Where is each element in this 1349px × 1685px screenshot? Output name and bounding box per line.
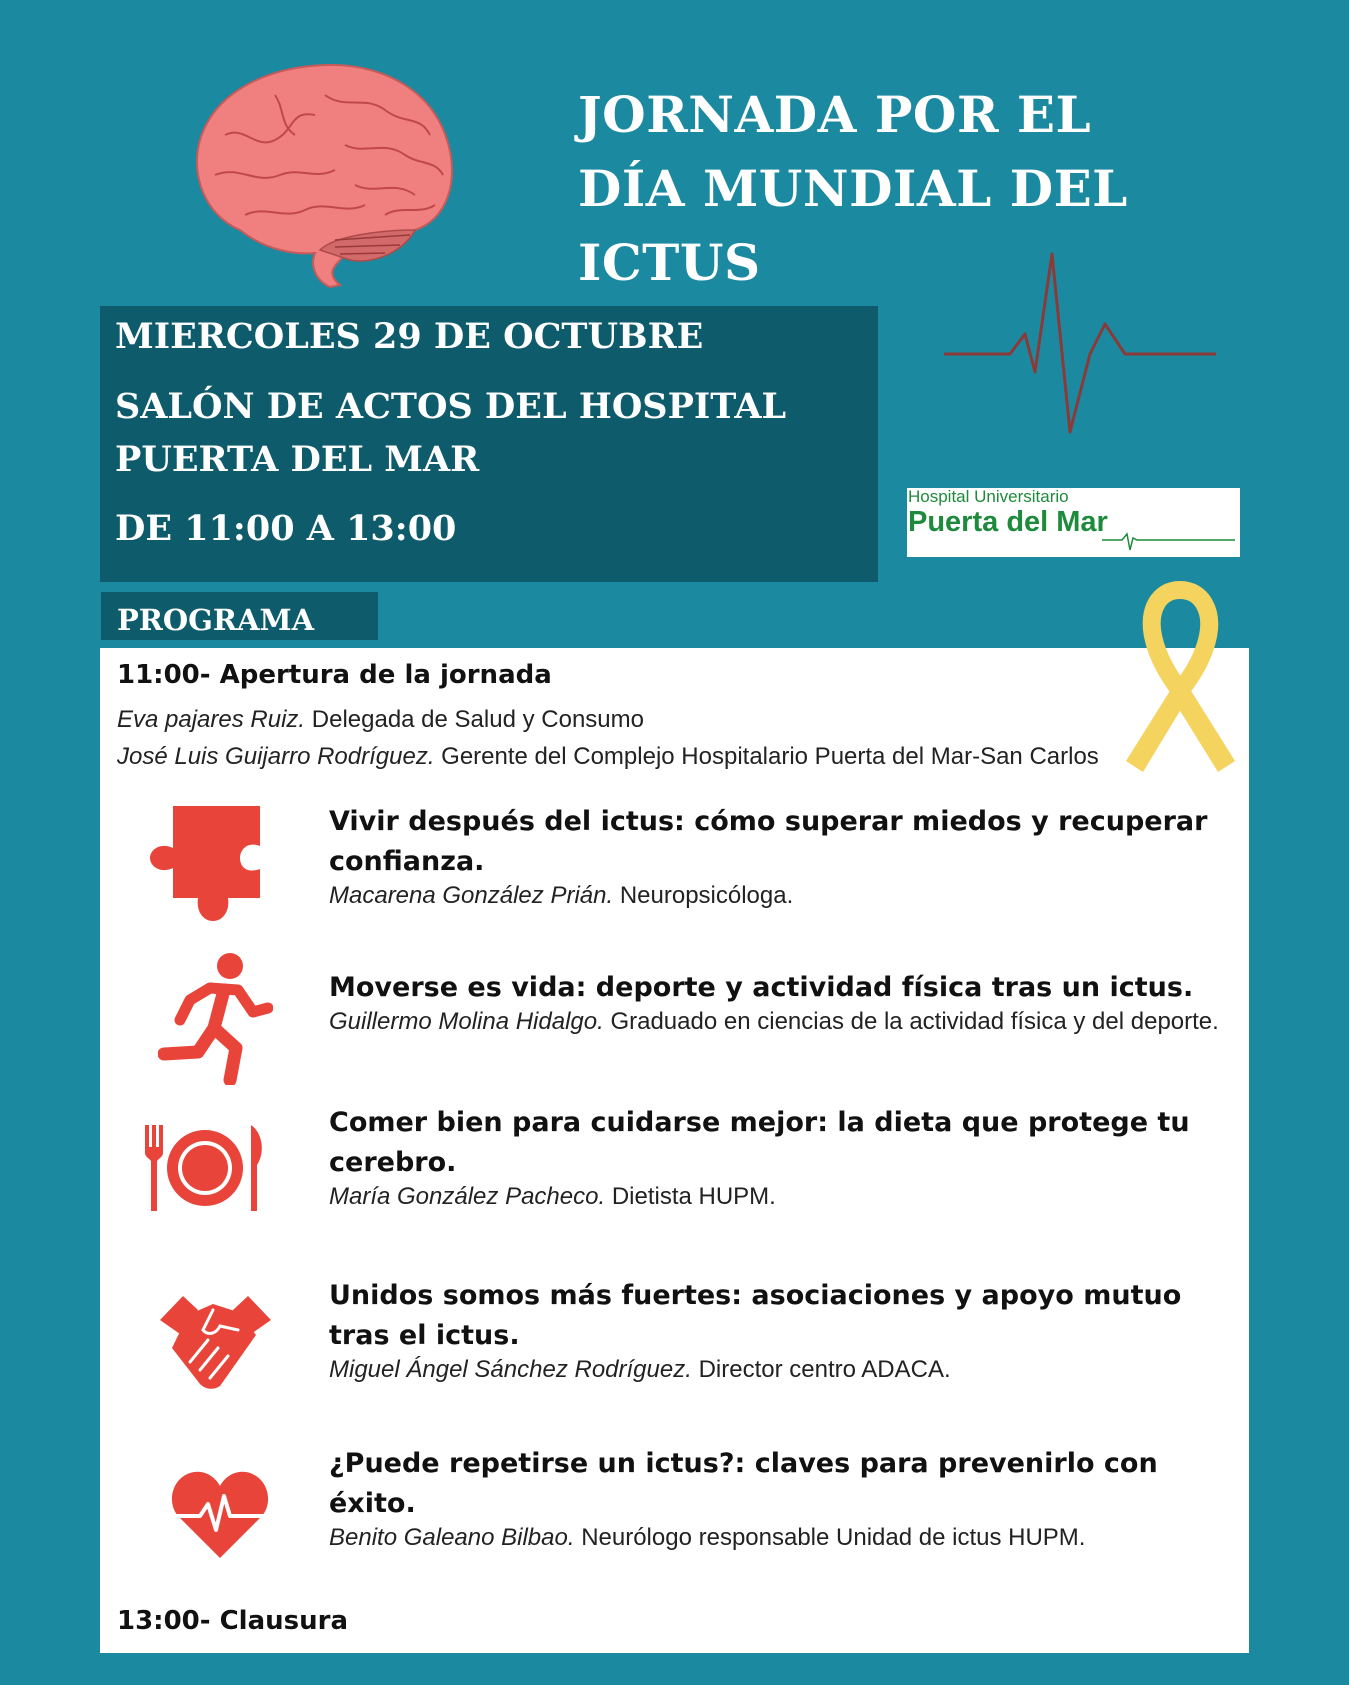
event-venue-line-2: PUERTA DEL MAR [115, 439, 480, 480]
speaker-name: María González Pacheco. [329, 1183, 606, 1210]
talk-1 [329, 802, 1229, 910]
plate-cutlery-icon [143, 1123, 268, 1213]
speaker-role: Gerente del Complejo Hospitalario Puerta del Mar-San Carlos [441, 743, 1099, 770]
logo-pulse-icon [1102, 532, 1237, 552]
event-info-box [100, 306, 878, 582]
talk-speaker [329, 1183, 1229, 1211]
heartbeat-icon [940, 250, 1220, 440]
talk-speaker [329, 1356, 1229, 1384]
talk-speaker [329, 1524, 1229, 1552]
talk-5 [329, 1444, 1229, 1552]
talk-title: ¿Puede repetirse un ictus?: claves para prevenirlo con éxito. [329, 1448, 1158, 1519]
opening-speaker-2 [117, 743, 1099, 771]
opening-speaker-1 [117, 706, 644, 734]
heart-pulse-icon [170, 1468, 270, 1560]
talk-speaker [329, 882, 1229, 910]
speaker-name: Benito Galeano Bilbao. [329, 1524, 575, 1551]
talk-2 [329, 968, 1229, 1036]
awareness-ribbon-icon [1118, 576, 1243, 772]
talk-title: Comer bien para cuidarse mejor: la dieta que protege tu cerebro. [329, 1107, 1190, 1178]
speaker-role: Delegada de Salud y Consumo [311, 706, 644, 733]
speaker-role: Neuropsicóloga. [619, 882, 794, 909]
hospital-logo [907, 488, 1240, 557]
title-line-2: DÍA MUNDIAL DEL [578, 159, 1128, 218]
opening-title: 11:00- Apertura de la jornada [117, 660, 552, 690]
talk-title: Vivir después del ictus: cómo superar miedos y recuperar confianza. [329, 806, 1208, 877]
title-line-3: ICTUS [578, 233, 761, 292]
speaker-name: Eva pajares Ruiz. [117, 706, 306, 733]
speaker-name: Macarena González Prián. [329, 882, 614, 909]
running-person-icon [158, 950, 273, 1085]
talk-3 [329, 1103, 1229, 1211]
speaker-role: Neurólogo responsable Unidad de ictus HUPM. [581, 1524, 1086, 1551]
logo-subtitle: Hospital Universitario [908, 487, 1069, 506]
speaker-role: Dietista HUPM. [611, 1183, 776, 1210]
speaker-name: José Luis Guijarro Rodríguez. [117, 743, 435, 770]
talk-title: Unidos somos más fuertes: asociaciones y apoyo mutuo tras el ictus. [329, 1280, 1182, 1351]
program-heading: PROGRAMA [101, 592, 378, 640]
talk-title: Moverse es vida: deporte y actividad física tras un ictus. [329, 972, 1194, 1003]
talk-4 [329, 1276, 1229, 1384]
brain-icon [185, 55, 465, 290]
title-line-1: JORNADA POR EL [578, 85, 1092, 144]
speaker-name: Miguel Ángel Sánchez Rodríguez. [329, 1356, 692, 1383]
closing-title: 13:00- Clausura [117, 1606, 349, 1636]
event-time: DE 11:00 A 13:00 [115, 508, 457, 549]
talk-speaker [329, 1008, 1229, 1036]
event-venue-line-1: SALÓN DE ACTOS DEL HOSPITAL [115, 386, 787, 427]
speaker-name: Guillermo Molina Hidalgo. [329, 1008, 604, 1035]
event-date: MIERCOLES 29 DE OCTUBRE [115, 316, 704, 357]
logo-name: Puerta del Mar [908, 506, 1108, 538]
speaker-role: Director centro ADACA. [698, 1356, 951, 1383]
handshake-icon [158, 1290, 273, 1395]
speaker-role: Graduado en ciencias de la actividad física y del deporte. [610, 1008, 1219, 1035]
puzzle-piece-icon [148, 806, 263, 926]
